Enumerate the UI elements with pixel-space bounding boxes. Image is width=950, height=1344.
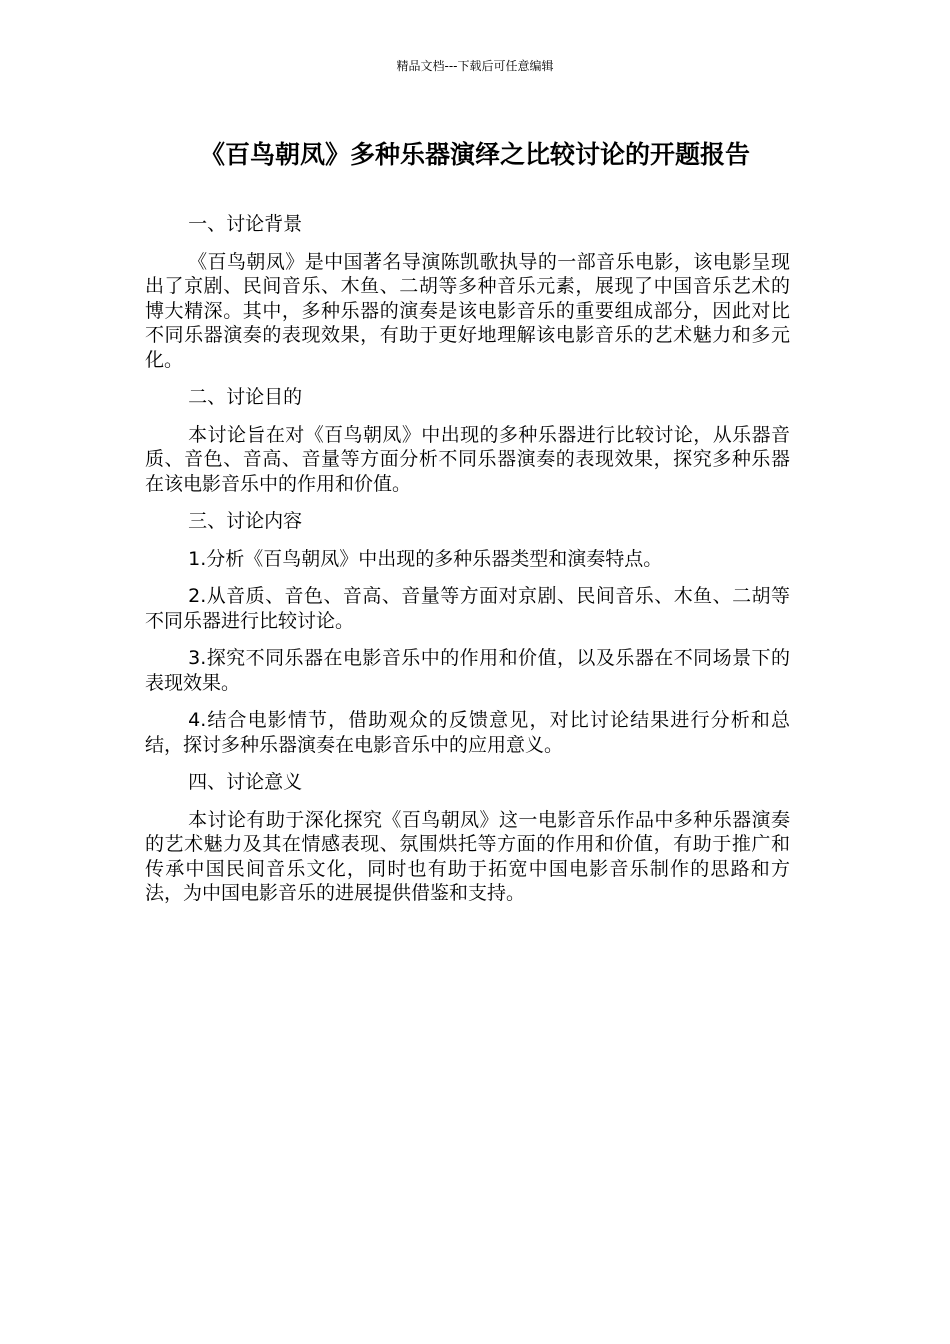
content-item-2: 2.从音质、音色、音高、音量等方面对京剧、民间音乐、木鱼、二胡等不同乐器进行比较讨论。 bbox=[145, 585, 790, 632]
purpose-paragraph: 本讨论旨在对《百鸟朝凤》中出现的多种乐器进行比较讨论，从乐器音质、音色、音高、音量等方面分析不同乐器演奏的表现效果，探究多种乐器在该电影音乐中的作用和价值。 bbox=[145, 423, 790, 495]
section-heading-significance: 四、讨论意义 bbox=[188, 771, 303, 793]
document-body bbox=[145, 212, 790, 919]
section-heading-content: 三、讨论内容 bbox=[188, 510, 303, 532]
section-heading-purpose: 二、讨论目的 bbox=[188, 386, 303, 408]
document-title: 《百鸟朝凤》多种乐器演绎之比较讨论的开题报告 bbox=[199, 140, 750, 169]
significance-paragraph: 本讨论有助于深化探究《百鸟朝凤》这一电影音乐作品中多种乐器演奏的艺术魅力及其在情感表现、氛围烘托等方面的作用和价值，有助于推广和传承中国民间音乐文化，同时也有助于拓宽中国电影音乐制作的思路和方法，为中国电影音乐的进展提供借鉴和支持。 bbox=[145, 808, 790, 904]
content-item-1: 1.分析《百鸟朝凤》中出现的多种乐器类型和演奏特点。 bbox=[188, 547, 663, 570]
content-item-4: 4.结合电影情节，借助观众的反馈意见，对比讨论结果进行分析和总结，探讨多种乐器演奏在电影音乐中的应用意义。 bbox=[145, 709, 790, 756]
background-paragraph: 《百鸟朝凤》是中国著名导演陈凯歌执导的一部音乐电影，该电影呈现出了京剧、民间音乐、木鱼、二胡等多种音乐元素，展现了中国音乐艺术的博大精深。其中，多种乐器的演奏是该电影音乐的重要组成部分，因此对比不同乐器演奏的表现效果，有助于更好地理解该电影音乐的艺术魅力和多元化。 bbox=[145, 250, 790, 371]
page-header: 精品文档---下载后可任意编辑 bbox=[396, 59, 554, 73]
section-heading-background: 一、讨论背景 bbox=[188, 213, 303, 235]
content-item-3: 3.探究不同乐器在电影音乐中的作用和价值，以及乐器在不同场景下的表现效果。 bbox=[145, 647, 790, 694]
